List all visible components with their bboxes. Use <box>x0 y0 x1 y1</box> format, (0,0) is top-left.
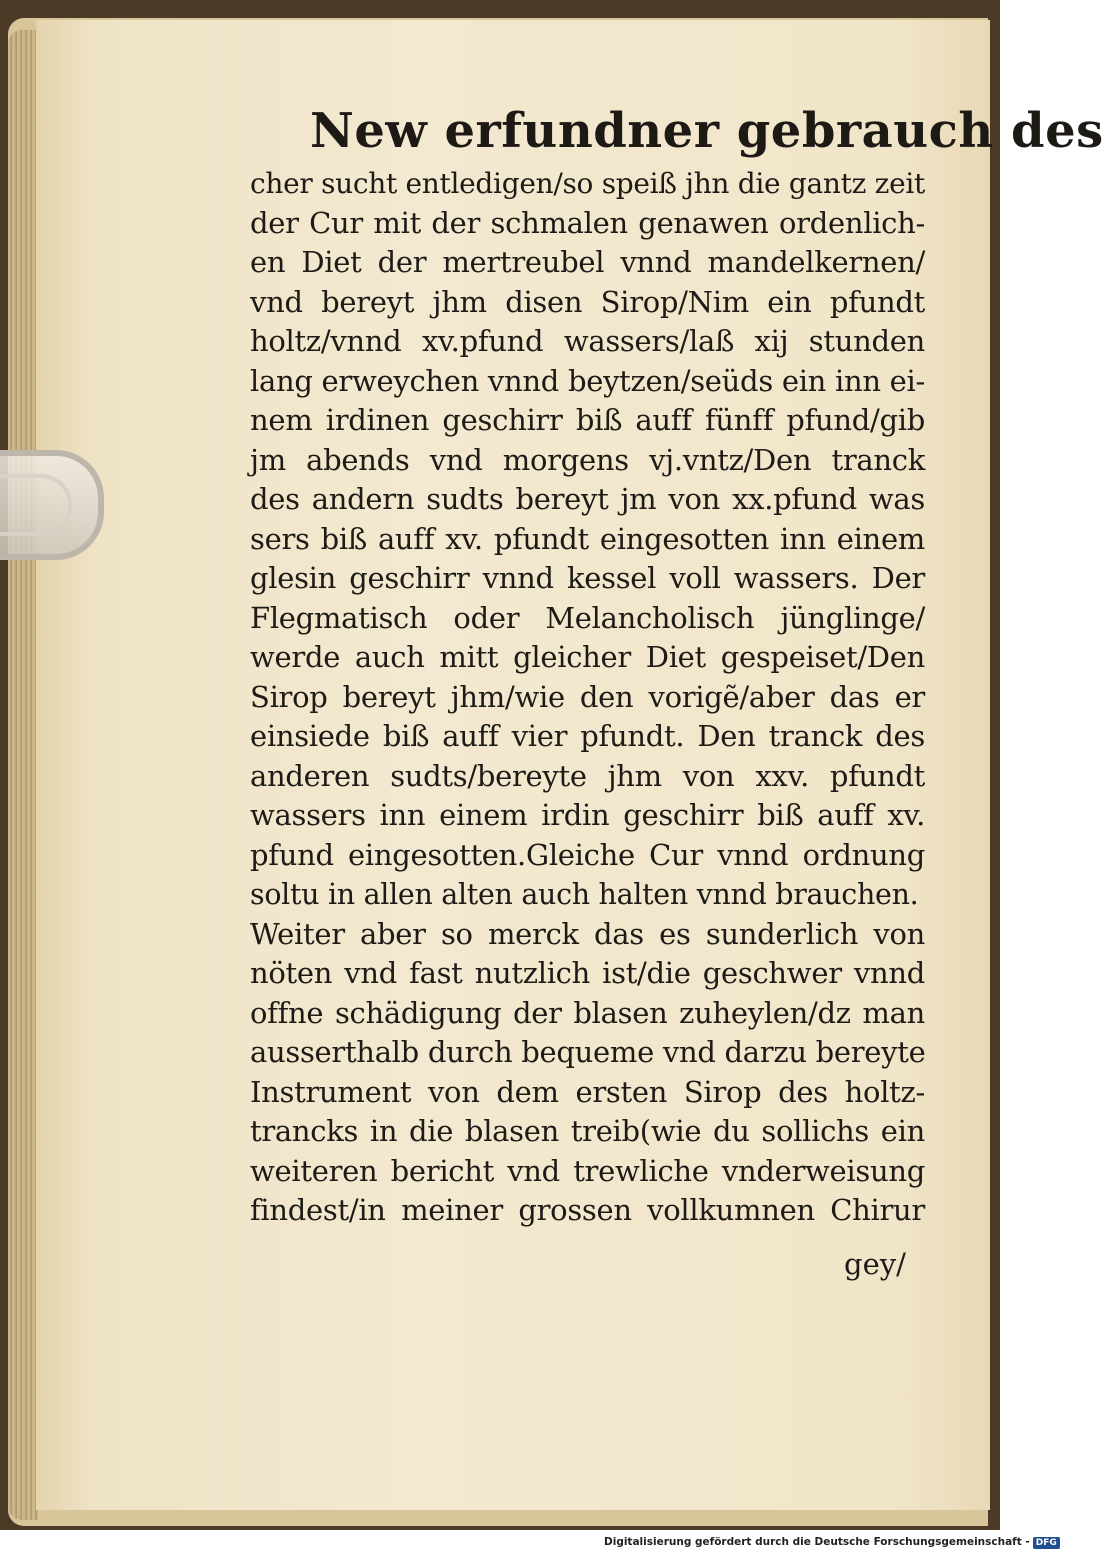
text-line: lang erweychen vnnd beytzen/seüds ein inn ei- <box>250 363 925 398</box>
text-line: soltu in allen alten auch halten vnnd brauchen. <box>250 878 919 911</box>
text-line: Sirop bereyt jhm/wie den vorigẽ/aber das er <box>250 679 925 714</box>
text-line: Instrument von dem ersten Sirop des holtz- <box>250 1074 925 1109</box>
text-line: nem irdinen geschirr biß auff fünff pfund/gib <box>250 403 925 437</box>
text-line: jm abends vnd morgens vj.vntz/Den tranck <box>250 442 925 477</box>
text-line: Flegmatisch oder Melancholisch jünglinge/ <box>250 600 925 635</box>
text-line: ausserthalb durch bequeme vnd darzu bereyte <box>250 1035 926 1069</box>
text-line: nöten vnd fast nutzlich ist/die geschwer vnnd <box>250 956 925 990</box>
footer-text: Digitalisierung gefördert durch die Deutsche Forschungsgemeinschaft - <box>604 1536 1030 1548</box>
text-line: offne schädigung der blasen zuheylen/dz man <box>250 995 925 1030</box>
digitization-footer <box>604 1535 1057 1549</box>
text-line: anderen sudts/bereyte jhm von xxv. pfundt <box>250 758 925 793</box>
text-line: holtz/vnnd xv.pfund wassers/laß xij stunden <box>250 324 925 358</box>
text-line: werde auch mitt gleicher Diet gespeiset/Den <box>250 640 925 674</box>
running-head: New erfundner gebrauch des <box>310 103 1104 159</box>
text-line: weiteren bericht vnd trewliche vnderweisung <box>250 1153 925 1188</box>
page-clip <box>0 450 104 560</box>
catchword: gey/ <box>844 1247 906 1281</box>
text-line: sers biß auff xv. pfundt eingesotten inn einem <box>250 521 925 556</box>
page-edges <box>8 30 38 1520</box>
body-text <box>250 164 925 1231</box>
text-line: glesin geschirr vnnd kessel voll wassers. Der <box>250 561 925 595</box>
text-line: cher sucht entledigen/so speiß jhn die gantz zeit <box>250 167 925 200</box>
text-line: vnd bereyt jhm disen Sirop/Nim ein pfundt <box>250 284 925 319</box>
text-line: findest/in meiner grossen vollkumnen Chirur <box>250 1193 925 1227</box>
text-line: pfund eingesotten.Gleiche Cur vnnd ordnung <box>250 837 925 872</box>
dfg-logo: DFG <box>1033 1537 1060 1549</box>
text-line: Weiter aber so merck das es sunderlich von <box>250 916 925 951</box>
text-line: des andern sudts bereyt jm von xx.pfund was <box>250 482 925 516</box>
text-line: der Cur mit der schmalen genawen ordenlich- <box>250 205 925 240</box>
text-line: en Diet der mertreubel vnnd mandelkernen/ <box>250 245 925 279</box>
text-line: trancks in die blasen treib(wie du sollichs ein <box>250 1114 925 1148</box>
text-line: wassers inn einem irdin geschirr biß auff xv. <box>250 798 925 832</box>
text-line: einsiede biß auff vier pfundt. Den tranck des <box>250 719 925 753</box>
